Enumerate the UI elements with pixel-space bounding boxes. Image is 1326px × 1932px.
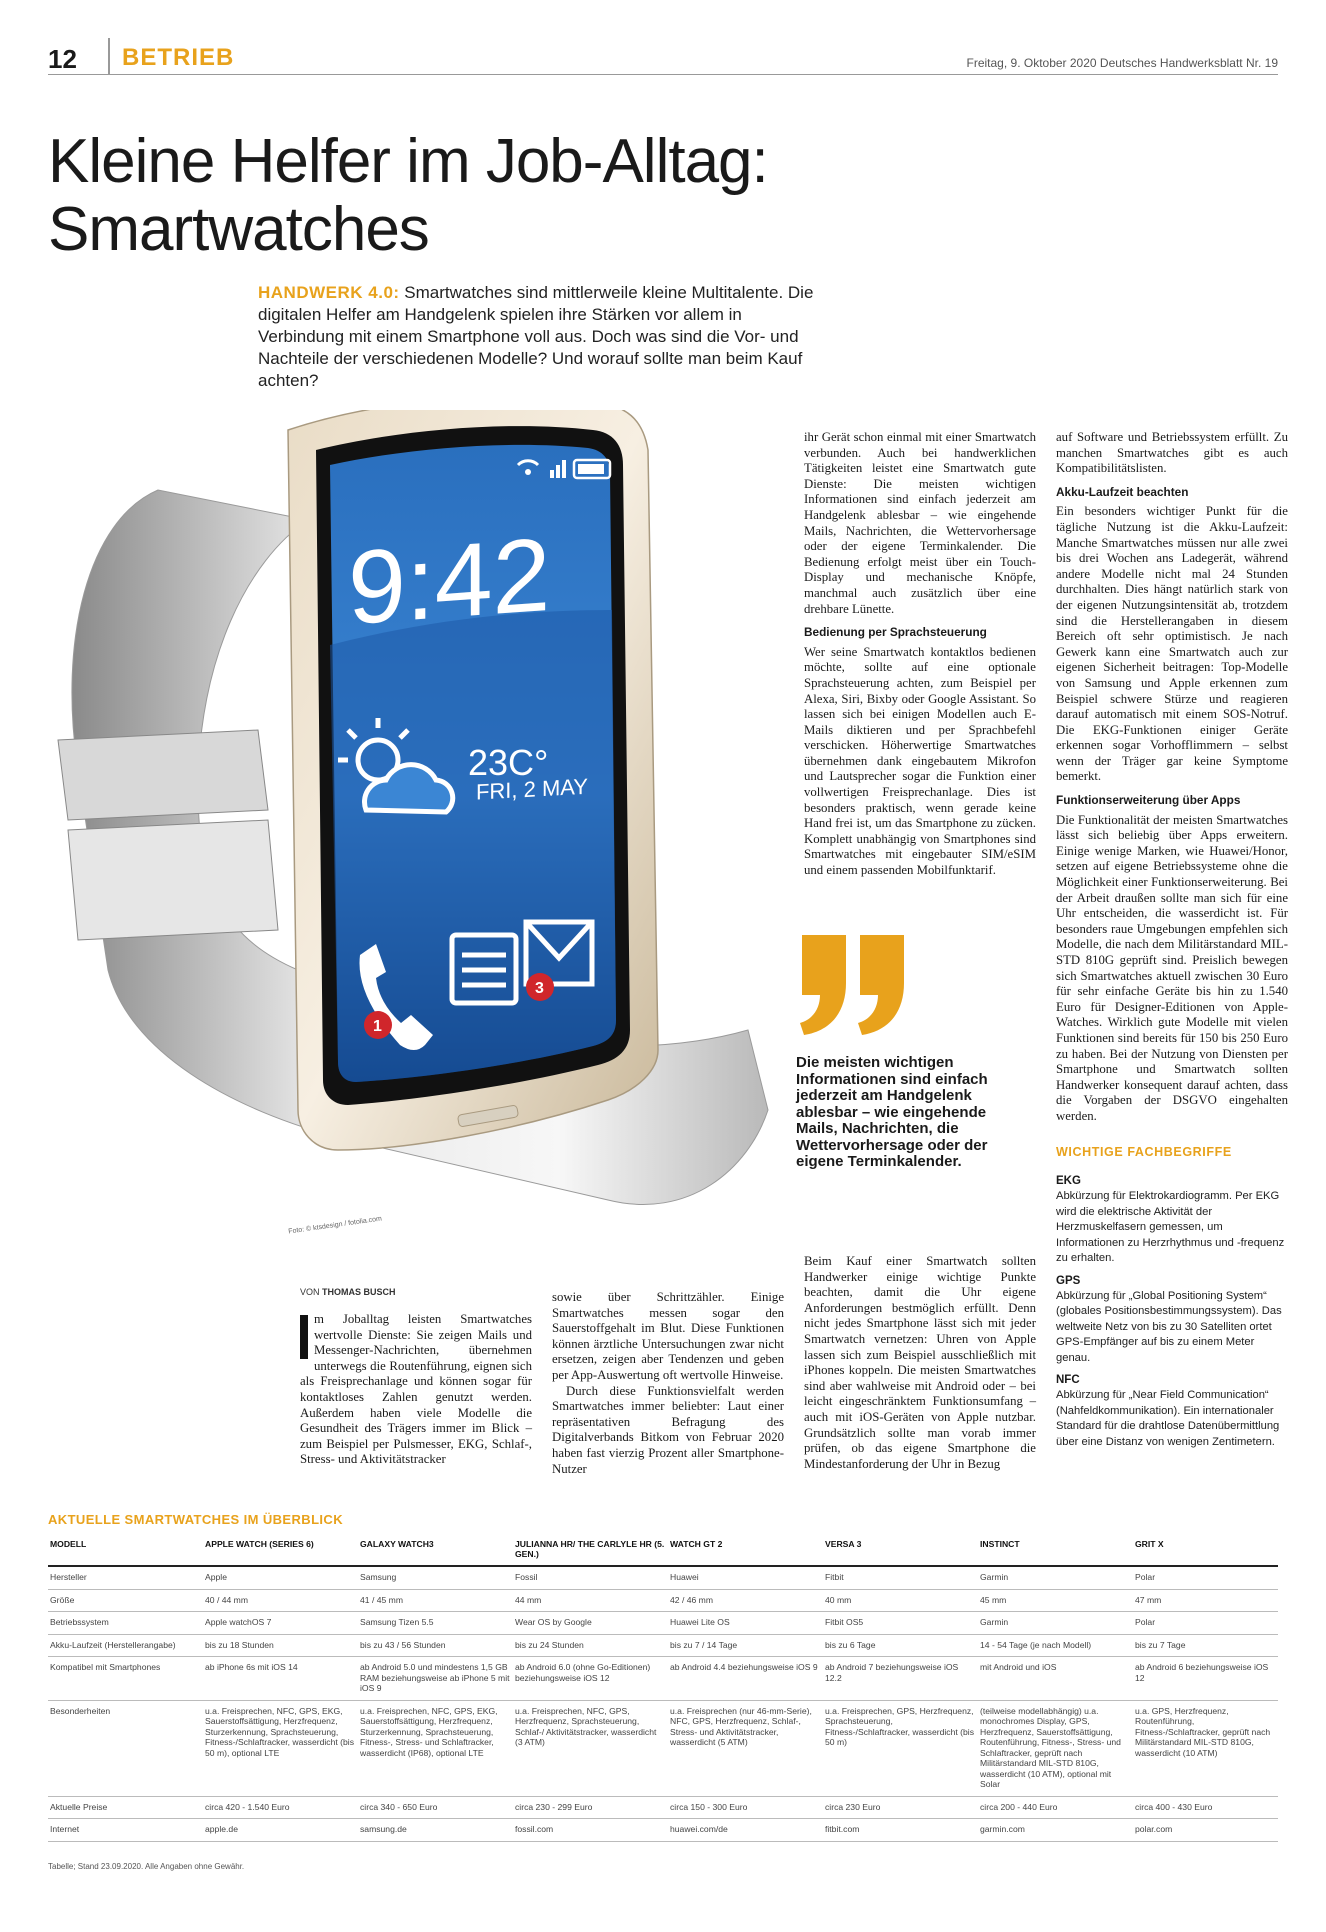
lead-kicker: HANDWERK 4.0:	[258, 283, 400, 302]
table-cell: ab iPhone 6s mit iOS 14	[203, 1657, 358, 1701]
table-cell: Samsung Tizen 5.5	[358, 1612, 513, 1635]
table-cell: circa 230 - 299 Euro	[513, 1796, 668, 1819]
row-label: Akku-Laufzeit (Herstellerangabe)	[48, 1634, 203, 1657]
table-cell: Polar	[1133, 1612, 1278, 1635]
col4-paragraph-2: Ein besonders wichtiger Punkt für die tägliche Nutzung ist die Akku-Laufzeit: Manche Smartwatches müssen nur alle zwei bis drei Wochen ans Ladegerät, während andere Modelle nicht mal 24 Stunden durchhalten. Dies hängt natürlich stark von der eigenen Nutzungsintensität ab, trotzdem sind die Herstellerangaben in diesem Bereich oft sehr optimistisch. Je nach Gewerk kann eine Smartwatch auch zur eigenen Sicherheit beitragen: Top-Modelle von Samsung und Apple erkennen zum Beispiel schwere Stürze und reagieren darauf automatisch mit einem SOS-Notruf. Die EKG-Funktionen einiger Geräte erkennen sogar Vorhofflimmern – selbst wenn der Träger gar keine Symptome bemerkt.	[1056, 504, 1288, 784]
dropcap	[300, 1315, 308, 1359]
glossary-box	[1056, 1145, 1288, 1450]
table-cell: 41 / 45 mm	[358, 1589, 513, 1612]
table-cell: circa 230 Euro	[823, 1796, 978, 1819]
table-cell: 40 mm	[823, 1589, 978, 1612]
table-cell: ab Android 5.0 und mindestens 1,5 GB RAM beziehungsweise ab iPhone 5 mit iOS 9	[358, 1657, 513, 1701]
header-rule	[48, 74, 1278, 75]
table-cell: bis zu 7 / 14 Tage	[668, 1634, 823, 1657]
col1-text: m Joballtag leisten Smartwatches wertvolle Dienste: Sie zeigen Mails und Messenger-Nachrichten, übernehmen unterwegs die Routenführung, eignen sich als Freisprechanlage und können sogar für kontaktloses Zahlen genutzt werden. Außerdem haben viele Modelle die Gesundheit des Trägers immer im Blick – zum Beispiel per Pulsmesser, EKG, Schlaf-, Stress- und Aktivitätstracker	[300, 1312, 532, 1467]
table-cell: Polar	[1133, 1566, 1278, 1589]
col2-paragraph-1: sowie über Schrittzähler. Einige Smartwatches messen sogar den Sauerstoffgehalt im Blut. Diese Funktionen können ärztliche Untersuchungen zwar nicht ersetzen, zeigen aber Tendenzen und geben per App-Auswertung oft wertvolle Hinweise.	[552, 1290, 784, 1382]
table-cell: u.a. GPS, Herzfrequenz, Routenführung, Fitness-/Schlaftracker, geprüft nach Militärstandard MIL-STD 810G, wasserdicht (10 ATM)	[1133, 1700, 1278, 1796]
table-cell: Huawei Lite OS	[668, 1612, 823, 1635]
article-column-3	[804, 430, 1036, 879]
row-label: Hersteller	[48, 1566, 203, 1589]
table-cell: bis zu 6 Tage	[823, 1634, 978, 1657]
table-cell: ab Android 4.4 beziehungsweise iOS 9	[668, 1657, 823, 1701]
table-cell: u.a. Freisprechen, NFC, GPS, EKG, Sauerstoffsättigung, Herzfrequenz, Sturzerkennung, Sprachsteuerung, Fitness-, Stress- und Schlaftracker, wasserdicht (IP68), optional LTE	[358, 1700, 513, 1796]
quote-mark-icon	[794, 935, 914, 1035]
table-header-cell: JULIANNA HR/ THE CARLYLE HR (5. GEN.)	[513, 1536, 668, 1566]
table-header-cell: APPLE WATCH (SERIES 6)	[203, 1536, 358, 1566]
watch-date: FRI, 2 MAY	[476, 773, 588, 805]
col4-paragraph-1: auf Software und Betriebssystem erfüllt. Zu manchen Smartwatches gibt es auch Kompatibilitätslisten.	[1056, 430, 1288, 476]
table-cell: Garmin	[978, 1612, 1133, 1635]
table-cell: u.a. Freisprechen, GPS, Herzfrequenz, Sprachsteuerung, Fitness-/Schlaftracker, wasserdicht (bis 50 m)	[823, 1700, 978, 1796]
table-cell: ab Android 7 beziehungsweise iOS 12.2	[823, 1657, 978, 1701]
article-column-2	[552, 1290, 784, 1477]
watch-temperature: 23C°	[468, 742, 549, 783]
table-cell: fossil.com	[513, 1819, 668, 1842]
col4-paragraph-3: Die Funktionalität der meisten Smartwatches lässt sich beliebig über Apps erweitern. Einige wenige Marken, wie Huawei/Honor, setzen auf eigene Betriebssysteme ohne die Möglichkeit einer Funktionserweiterung. Bei der Arbeit draußen sollte man sich für eine Uhr entscheiden, die wasserdicht ist. Für besonders raue Umgebungen empfehlen sich Modelle, die nach dem Militärstandard MIL-STD 810G geprüft sind. Preislich bewegen sich Smartwatches aktuell zwischen 30 Euro für sehr einfache Geräte bis hin zu 1.540 Euro für Designer-Editionen von Apple-Watches. Wirklich gute Modelle mit vielen Funktionen sind bereits für 150 bis 250 Euro zu haben. Bei der Nutzung von Diensten per Smartphone und Smartwatch sollten Handwerker konsequent darauf achten, dass die Vorgaben der DSGVO eingehalten werden.	[1056, 812, 1288, 1123]
table-row	[48, 1819, 1278, 1842]
table-footnote: Tabelle; Stand 23.09.2020. Alle Angaben ohne Gewähr.	[48, 1862, 245, 1871]
table-cell: huawei.com/de	[668, 1819, 823, 1842]
table-cell: u.a. Freisprechen (nur 46-mm-Serie), NFC, GPS, Herzfrequenz, Schlaf-, Stress- und Aktivitätstracker, wasserdicht (5 ATM)	[668, 1700, 823, 1796]
table-row	[48, 1612, 1278, 1635]
table-cell: Wear OS by Google	[513, 1612, 668, 1635]
table-cell: circa 200 - 440 Euro	[978, 1796, 1133, 1819]
watch-time: 9:42	[348, 516, 551, 647]
table-cell: circa 400 - 430 Euro	[1133, 1796, 1278, 1819]
article-column-4	[1056, 430, 1288, 1125]
table-cell: Fitbit OS5	[823, 1612, 978, 1635]
col3-subheading-1: Bedienung per Sprachsteuerung	[804, 625, 987, 640]
table-row	[48, 1796, 1278, 1819]
table-cell: mit Android und iOS	[978, 1657, 1133, 1701]
photo-credit: Foto: © ktsdesign / fotolia.com	[287, 1215, 383, 1236]
article-column-3-continued	[804, 1254, 1036, 1472]
table-cell: samsung.de	[358, 1819, 513, 1842]
col3-paragraph-2: Wer seine Smartwatch kontaktlos bedienen möchte, sollte auf eine optionale Sprachsteuerung achten, zum Beispiel per Alexa, Siri, Bixby oder Google Assistant. So lassen sich bei einigen Modellen auch E-Mails diktieren und per Sprachbefehl verschicken. Höherwertige Smartwatches übernehmen dank eingebautem Mikrofon und Lautsprecher sogar die Funktion einer vollwertigen Freisprechanlage. Dies ist besonders praktisch, wenn gerade keine Hand frei ist, um das Smartphone zu zücken. Komplett unabhängig von Smartphones sind Smartwatches mit eingebauter SIM/eSIM und einem passenden Mobilfunktarif.	[804, 644, 1036, 878]
table-cell: 40 / 44 mm	[203, 1589, 358, 1612]
table-cell: bis zu 24 Stunden	[513, 1634, 668, 1657]
col3-paragraph-3: Beim Kauf einer Smartwatch sollten Handwerker einige wichtige Punkte beachten, damit die Uhr eigene Anforderungen bestmöglich erfüllt. Denn nicht jedes Smartphone lässt sich mit jeder Smartwatch vernetzen: Uhren von Apple lassen sich zum Beispiel ausschließlich mit iPhones koppeln. Die meisten Smartwatches sind aber wahlweise mit Android oder – bei leicht eingeschränktem Funktionsumfang – auch mit iOS-Geräten von Apple nutzbar. Grundsätzlich sollte man vorab immer prüfen, ob das eigene Smartphone die Mindestanforderung der Uhr in Bezug	[804, 1254, 1036, 1471]
col2-paragraph-2: Durch diese Funktionsvielfalt werden Smartwatches immer beliebter: Laut einer repräsentativen Befragung des Digitalverbands Bitkom von Februar 2020 haben fast vierzig Prozent aller Smartphone-Nutzer	[552, 1383, 784, 1476]
table-header-cell: GRIT X	[1133, 1536, 1278, 1566]
table-cell: ab Android 6.0 (ohne Go-Editionen) beziehungsweise iOS 12	[513, 1657, 668, 1701]
table-cell: 47 mm	[1133, 1589, 1278, 1612]
headline-line-2: Smartwatches	[48, 195, 429, 264]
byline: VON THOMAS BUSCH	[300, 1287, 396, 1297]
table-header-cell: VERSA 3	[823, 1536, 978, 1566]
row-label: Internet	[48, 1819, 203, 1842]
table-cell: Apple watchOS 7	[203, 1612, 358, 1635]
table-cell: Fitbit	[823, 1566, 978, 1589]
table-cell: 42 / 46 mm	[668, 1589, 823, 1612]
smartwatch-photo	[48, 410, 798, 1240]
col3-paragraph-1: ihr Gerät schon einmal mit einer Smartwatch verbunden. Auch bei handwerklichen Tätigkeiten leistet eine Smartwatch gute Dienste: Die meisten wichtigen Informationen sind einfach jederzeit am Handgelenk ablesbar – wie eingehende Mails, Nachrichten, die Wettervorhersage oder der eigene Terminkalender. Die Bedienung erfolgt meist über ein Touch-Display und mechanische Knöpfe, manchmal auch zusätzlich über eine drehbare Lünette.	[804, 430, 1036, 616]
table-cell: Apple	[203, 1566, 358, 1589]
comparison-table	[48, 1536, 1278, 1842]
col4-subheading-2: Funktionserweiterung über Apps	[1056, 793, 1241, 808]
issue-meta: Freitag, 9. Oktober 2020 Deutsches Handwerksblatt Nr. 19	[966, 56, 1278, 70]
pull-quote: Die meisten wichtigen Informationen sind einfach jederzeit am Handgelenk ablesbar – wie eingehende Mails, Nachrichten, die Wettervorhersage oder der eigene Terminkalender.	[796, 1054, 988, 1170]
table-cell: garmin.com	[978, 1819, 1133, 1842]
table-cell: Samsung	[358, 1566, 513, 1589]
table-cell: Fossil	[513, 1566, 668, 1589]
row-label: Besonderheiten	[48, 1700, 203, 1796]
table-cell: Huawei	[668, 1566, 823, 1589]
table-cell: u.a. Freisprechen, NFC, GPS, Herzfrequenz, Sprachsteuerung, Schlaf-/ Aktivitätstracker, wasserdicht (3 ATM)	[513, 1700, 668, 1796]
table-cell: apple.de	[203, 1819, 358, 1842]
table-cell: 45 mm	[978, 1589, 1133, 1612]
table-cell: circa 420 - 1.540 Euro	[203, 1796, 358, 1819]
table-header-cell: MODELL	[48, 1536, 203, 1566]
row-label: Aktuelle Preise	[48, 1796, 203, 1819]
table-cell: fitbit.com	[823, 1819, 978, 1842]
col4-subheading-1: Akku-Laufzeit beachten	[1056, 484, 1189, 499]
glossary-item: GPS Abkürzung für „Global Positioning System“ (globales Positionsbestimmungssystem). Das weltweite Netz von bis zu 30 Satelliten ortet GPS-Empfänger auf bis zu einem Meter genau.	[1056, 1274, 1282, 1364]
table-cell: Garmin	[978, 1566, 1133, 1589]
row-label: Kompatibel mit Smartphones	[48, 1657, 203, 1701]
glossary-title: WICHTIGE FACHBEGRIFFE	[1056, 1145, 1232, 1159]
section-label: BETRIEB	[122, 44, 235, 71]
table-row	[48, 1657, 1278, 1701]
table-title: AKTUELLE SMARTWATCHES IM ÜBERBLICK	[48, 1512, 344, 1527]
svg-text:3: 3	[535, 980, 544, 997]
headline-line-1: Kleine Helfer im Job-Alltag:	[48, 127, 768, 196]
svg-text:1: 1	[373, 1018, 382, 1035]
table-header-cell: INSTINCT	[978, 1536, 1133, 1566]
table-cell: (teilweise modellabhängig) u.a. monochromes Display, GPS, Herzfrequenz, Sauerstoffsättigung, Routenführung, Fitness-, Stress- und Schlaftracker, geprüft nach Militärstandard MIL-STD 810G, wasserdicht (10 ATM), optional mit Solar	[978, 1700, 1133, 1796]
table-row	[48, 1700, 1278, 1796]
table-cell: circa 340 - 650 Euro	[358, 1796, 513, 1819]
table-cell: polar.com	[1133, 1819, 1278, 1842]
headline	[48, 128, 948, 264]
row-label: Betriebssystem	[48, 1612, 203, 1635]
table-cell: bis zu 43 / 56 Stunden	[358, 1634, 513, 1657]
table-cell: u.a. Freisprechen, NFC, GPS, EKG, Sauerstoffsättigung, Herzfrequenz, Sturzerkennung, Sprachsteuerung, Fitness-/Schlaftracker, wasserdicht (bis 50 m), optional LTE	[203, 1700, 358, 1796]
table-row	[48, 1589, 1278, 1612]
header-divider	[108, 38, 110, 74]
lead-paragraph	[258, 282, 828, 392]
table-cell: ab Android 6 beziehungsweise iOS 12	[1133, 1657, 1278, 1701]
table-row	[48, 1634, 1278, 1657]
table-cell: circa 150 - 300 Euro	[668, 1796, 823, 1819]
lead-text: Smartwatches sind mittlerweile kleine Multitalente. Die digitalen Helfer am Handgelenk spielen ihre Stärken vor allem in Verbindung mit einem Smartphone voll aus. Doch was sind die Vor- und Nachteile der verschiedenen Modelle? Und worauf sollte man beim Kauf achten?	[258, 283, 814, 390]
row-label: Größe	[48, 1589, 203, 1612]
table-row	[48, 1566, 1278, 1589]
table-header-row	[48, 1536, 1278, 1566]
table-cell: bis zu 7 Tage	[1133, 1634, 1278, 1657]
table-cell: 44 mm	[513, 1589, 668, 1612]
article-column-1	[300, 1312, 532, 1468]
table-cell: 14 - 54 Tage (je nach Modell)	[978, 1634, 1133, 1657]
glossary-item: NFC Abkürzung für „Near Field Communication“ (Nahfeldkommunikation). Ein internationaler Standard für die drahtlose Datenübermittlung über eine Distanz von wenigen Zentimetern.	[1056, 1374, 1280, 1448]
glossary-item: EKG Abkürzung für Elektrokardiogramm. Per EKG wird die elektrische Aktivität der Herzmuskelfasern gemessen, um Informationen zu Herzrhythmus und -frequenz zu erhalten.	[1056, 1175, 1285, 1264]
page-number: 12	[48, 44, 77, 74]
table-cell: bis zu 18 Stunden	[203, 1634, 358, 1657]
table-header-cell: WATCH GT 2	[668, 1536, 823, 1566]
table-header-cell: GALAXY WATCH3	[358, 1536, 513, 1566]
